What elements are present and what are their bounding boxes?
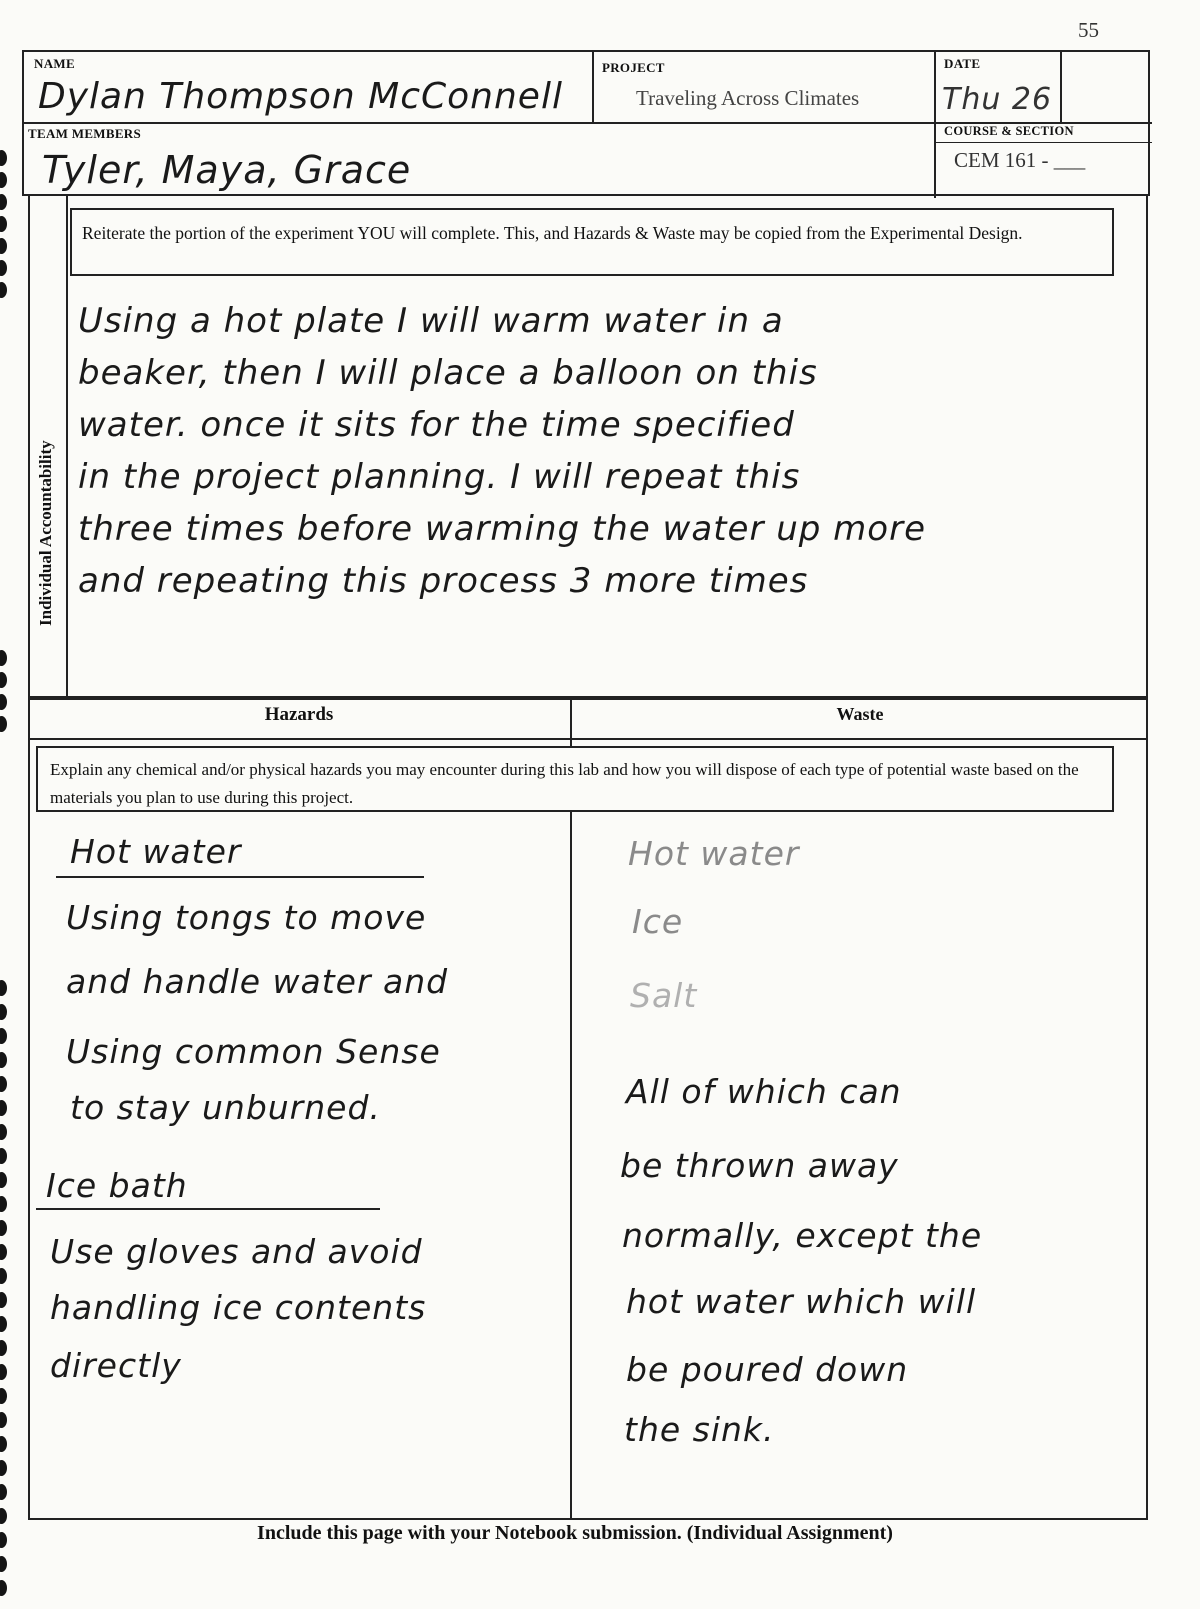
- hazard-line: Using tongs to move: [66, 898, 427, 937]
- date-label: DATE: [944, 56, 981, 71]
- hazard-heading-ice-bath: Ice bath: [46, 1166, 188, 1205]
- ia-line: water. once it sits for the time specified: [78, 405, 795, 445]
- ia-line: Using a hot plate I will warm water in a: [78, 301, 784, 341]
- individual-accountability-label: Individual Accountability: [36, 440, 55, 626]
- heading-rule: [28, 738, 1148, 740]
- waste-item: Ice: [632, 902, 684, 941]
- waste-line: normally, except the: [622, 1216, 983, 1255]
- waste-heading: Waste: [836, 704, 884, 724]
- footer-note: Include this page with your Notebook submission. (Individual Assignment): [257, 1522, 893, 1544]
- ia-line: and repeating this process 3 more times: [78, 561, 809, 601]
- team-members-label: TEAM MEMBERS: [28, 126, 142, 141]
- waste-item: Hot water: [628, 834, 800, 873]
- course-section-value: CEM 161 - ___: [954, 148, 1086, 172]
- individual-accountability-side: [32, 196, 68, 698]
- waste-item: Salt: [630, 976, 698, 1015]
- waste-line: the sink.: [624, 1410, 775, 1449]
- project-label: PROJECT: [602, 60, 665, 75]
- hazards-heading: Hazards: [264, 704, 334, 725]
- waste-line: be poured down: [626, 1350, 909, 1389]
- team-members-value: Tyler, Maya, Grace: [42, 148, 412, 192]
- name-value: Dylan Thompson McConnell: [38, 76, 563, 117]
- hazard-heading-hot-water: Hot water: [70, 832, 242, 871]
- ia-line: in the project planning. I will repeat this: [78, 457, 801, 497]
- waste-line: hot water which will: [626, 1282, 977, 1321]
- project-value: Traveling Across Climates: [636, 86, 860, 110]
- hazard-line: directly: [50, 1346, 182, 1385]
- individual-accountability-text: [78, 295, 1118, 607]
- hazards-waste-divider: [570, 698, 572, 1520]
- binder-holes: [0, 0, 10, 1609]
- date-value: Thu 26: [942, 82, 1053, 117]
- hazard-line: Using common Sense: [66, 1032, 441, 1071]
- individual-accountability-instruction: Reiterate the portion of the experiment YOU will complete. This, and Hazards & Waste may be copied from the Experimental Design.: [70, 208, 1114, 276]
- page-number: 55: [1078, 18, 1099, 42]
- name-label: NAME: [34, 56, 75, 71]
- ia-line: beaker, then I will place a balloon on this: [78, 353, 818, 393]
- hazard-underline: [56, 876, 424, 878]
- hazards-waste-instruction: Explain any chemical and/or physical hazards you may encounter during this lab and how you will dispose of each type of potential waste based on the materials you plan to use during this project.: [36, 746, 1114, 812]
- hazard-line: handling ice contents: [50, 1288, 427, 1327]
- hazard-line: Use gloves and avoid: [50, 1232, 423, 1271]
- hazard-underline: [36, 1208, 380, 1210]
- course-section-label: COURSE & SECTION: [944, 124, 1074, 138]
- waste-line: All of which can: [626, 1072, 902, 1111]
- hazard-line: to stay unburned.: [70, 1088, 381, 1127]
- waste-line: be thrown away: [620, 1146, 899, 1185]
- ia-line: three times before warming the water up more: [78, 509, 926, 549]
- header-box: [22, 50, 1150, 196]
- hazard-line: and handle water and: [66, 962, 449, 1001]
